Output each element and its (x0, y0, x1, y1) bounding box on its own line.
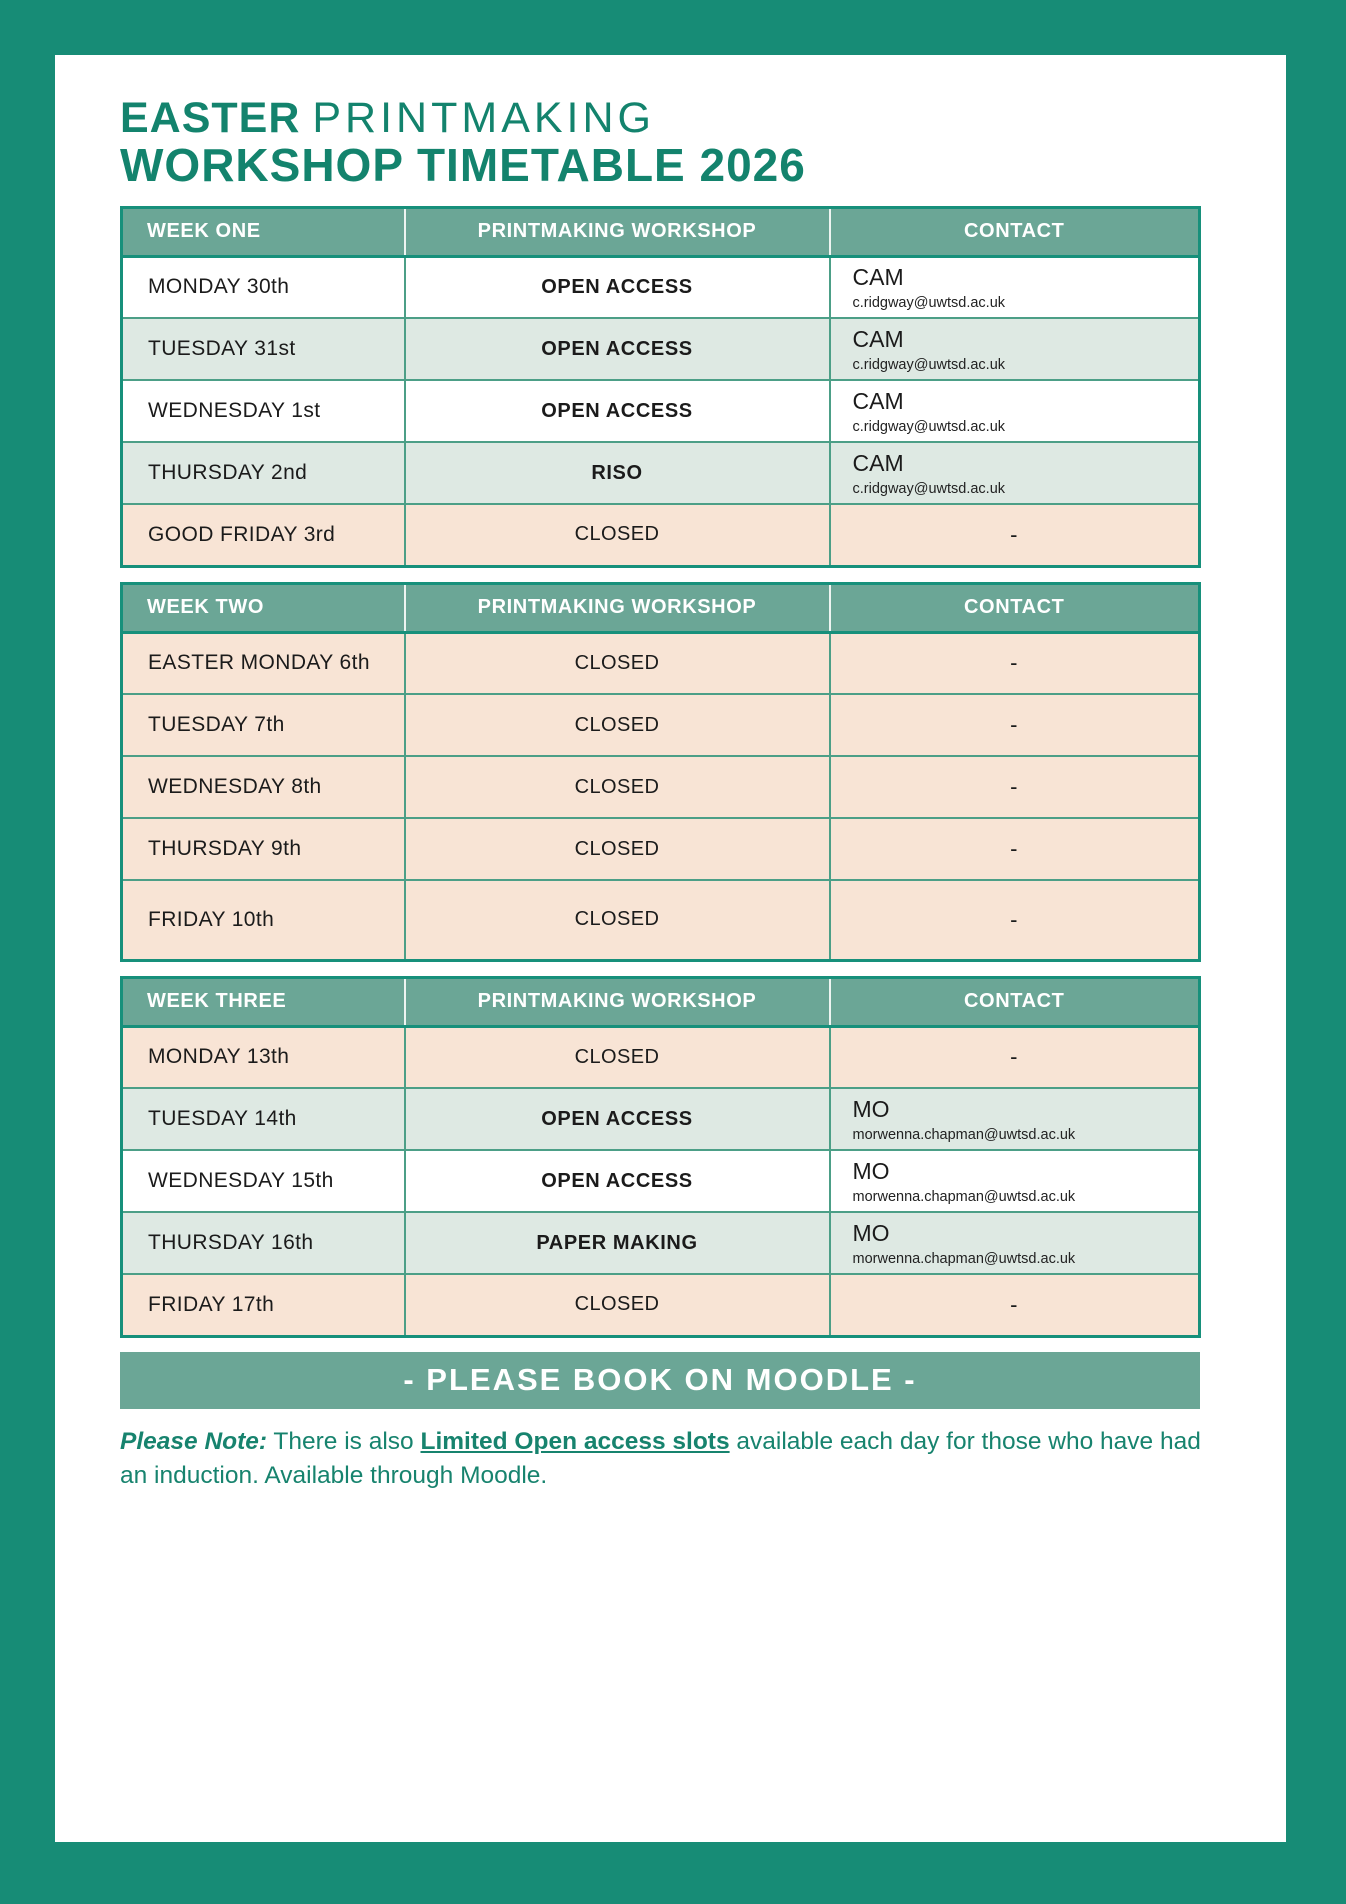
day-cell: MONDAY 13th (122, 1026, 405, 1088)
table-row (122, 694, 1200, 756)
workshop-column-header: PRINTMAKING WORKSHOP (405, 977, 830, 1026)
contact-name: CAM (852, 263, 904, 290)
contact-email: c.ridgway@uwtsd.ac.uk (852, 480, 1006, 497)
title-line-1 (120, 95, 1286, 141)
contact-cell (830, 1088, 1200, 1150)
contact-cell: - (830, 694, 1200, 756)
contact-email: morwenna.chapman@uwtsd.ac.uk (852, 1126, 1076, 1143)
title-printmaking: PRINTMAKING (312, 94, 656, 142)
day-cell: GOOD FRIDAY 3rd (122, 504, 405, 566)
day-cell: WEDNESDAY 8th (122, 756, 405, 818)
week-two-header-row (122, 583, 1200, 632)
contact-cell: - (830, 504, 1200, 566)
workshop-cell: CLOSED (405, 880, 830, 960)
contact-name: CAM (852, 387, 904, 414)
note-text-after: available each day for those who have had an induction. Available through Moodle. (120, 1427, 1201, 1489)
document-sheet (55, 55, 1286, 1842)
table-row (122, 818, 1200, 880)
week-two-header: WEEK TWO (122, 583, 405, 632)
contact-name: CAM (852, 449, 904, 476)
note-prefix: Please Note: (120, 1427, 268, 1455)
day-cell: TUESDAY 7th (122, 694, 405, 756)
contact-column-header: CONTACT (830, 207, 1200, 256)
table-row (122, 1274, 1200, 1336)
contact-email: c.ridgway@uwtsd.ac.uk (852, 418, 1006, 435)
contact-name: MO (852, 1095, 890, 1122)
workshop-cell: PAPER MAKING (405, 1212, 830, 1274)
day-cell: TUESDAY 31st (122, 318, 405, 380)
contact-column-header: CONTACT (830, 977, 1200, 1026)
workshop-cell: CLOSED (405, 818, 830, 880)
book-on-moodle-banner: - PLEASE BOOK ON MOODLE - (120, 1352, 1200, 1409)
table-row (122, 1212, 1200, 1274)
day-cell: EASTER MONDAY 6th (122, 632, 405, 694)
table-row (122, 318, 1200, 380)
workshop-cell: CLOSED (405, 632, 830, 694)
day-cell: THURSDAY 9th (122, 818, 405, 880)
title-line-2: WORKSHOP TIMETABLE 2026 (120, 139, 806, 192)
contact-email: morwenna.chapman@uwtsd.ac.uk (852, 1250, 1076, 1267)
contact-name: MO (852, 1219, 890, 1246)
workshop-cell: OPEN ACCESS (405, 318, 830, 380)
table-row (122, 880, 1200, 960)
week-three-header-row (122, 977, 1200, 1026)
contact-cell: - (830, 818, 1200, 880)
table-row (122, 442, 1200, 504)
contact-cell (830, 256, 1200, 318)
contact-column-header: CONTACT (830, 583, 1200, 632)
workshop-cell: CLOSED (405, 1274, 830, 1336)
day-cell: FRIDAY 17th (122, 1274, 405, 1336)
table-row (122, 504, 1200, 566)
contact-cell (830, 318, 1200, 380)
contact-cell: - (830, 1274, 1200, 1336)
contact-cell: - (830, 756, 1200, 818)
workshop-column-header: PRINTMAKING WORKSHOP (405, 207, 830, 256)
day-cell: THURSDAY 2nd (122, 442, 405, 504)
table-row (122, 256, 1200, 318)
week-one-header: WEEK ONE (122, 207, 405, 256)
table-row (122, 1088, 1200, 1150)
day-cell: TUESDAY 14th (122, 1088, 405, 1150)
week-three-table (120, 976, 1201, 1338)
contact-email: c.ridgway@uwtsd.ac.uk (852, 356, 1006, 373)
day-cell: WEDNESDAY 1st (122, 380, 405, 442)
workshop-cell: OPEN ACCESS (405, 256, 830, 318)
contact-name: CAM (852, 325, 904, 352)
workshop-cell: CLOSED (405, 694, 830, 756)
contact-name: MO (852, 1157, 890, 1184)
workshop-cell: OPEN ACCESS (405, 380, 830, 442)
table-row (122, 1026, 1200, 1088)
week-one-table (120, 206, 1201, 568)
workshop-cell: RISO (405, 442, 830, 504)
contact-cell (830, 442, 1200, 504)
open-access-slots-link[interactable]: Limited Open access slots (420, 1427, 730, 1455)
day-cell: THURSDAY 16th (122, 1212, 405, 1274)
contact-cell: - (830, 1026, 1200, 1088)
contact-cell: - (830, 880, 1200, 960)
week-one-header-row (122, 207, 1200, 256)
note-text-before: There is also (267, 1427, 421, 1455)
title-easter: EASTER (120, 94, 301, 142)
contact-cell (830, 1150, 1200, 1212)
table-row (122, 1150, 1200, 1212)
day-cell: MONDAY 30th (122, 256, 405, 318)
workshop-cell: CLOSED (405, 756, 830, 818)
day-cell: FRIDAY 10th (122, 880, 405, 960)
workshop-cell: OPEN ACCESS (405, 1150, 830, 1212)
workshop-cell: CLOSED (405, 1026, 830, 1088)
contact-email: morwenna.chapman@uwtsd.ac.uk (852, 1188, 1076, 1205)
page-title (120, 95, 1286, 190)
footer-note (120, 1425, 1215, 1493)
table-row (122, 756, 1200, 818)
table-row (122, 380, 1200, 442)
day-cell: WEDNESDAY 15th (122, 1150, 405, 1212)
table-row (122, 632, 1200, 694)
contact-cell (830, 1212, 1200, 1274)
week-three-header: WEEK THREE (122, 977, 405, 1026)
week-two-table (120, 582, 1201, 962)
workshop-cell: OPEN ACCESS (405, 1088, 830, 1150)
contact-email: c.ridgway@uwtsd.ac.uk (852, 294, 1006, 311)
contact-cell: - (830, 632, 1200, 694)
workshop-cell: CLOSED (405, 504, 830, 566)
workshop-column-header: PRINTMAKING WORKSHOP (405, 583, 830, 632)
contact-cell (830, 380, 1200, 442)
